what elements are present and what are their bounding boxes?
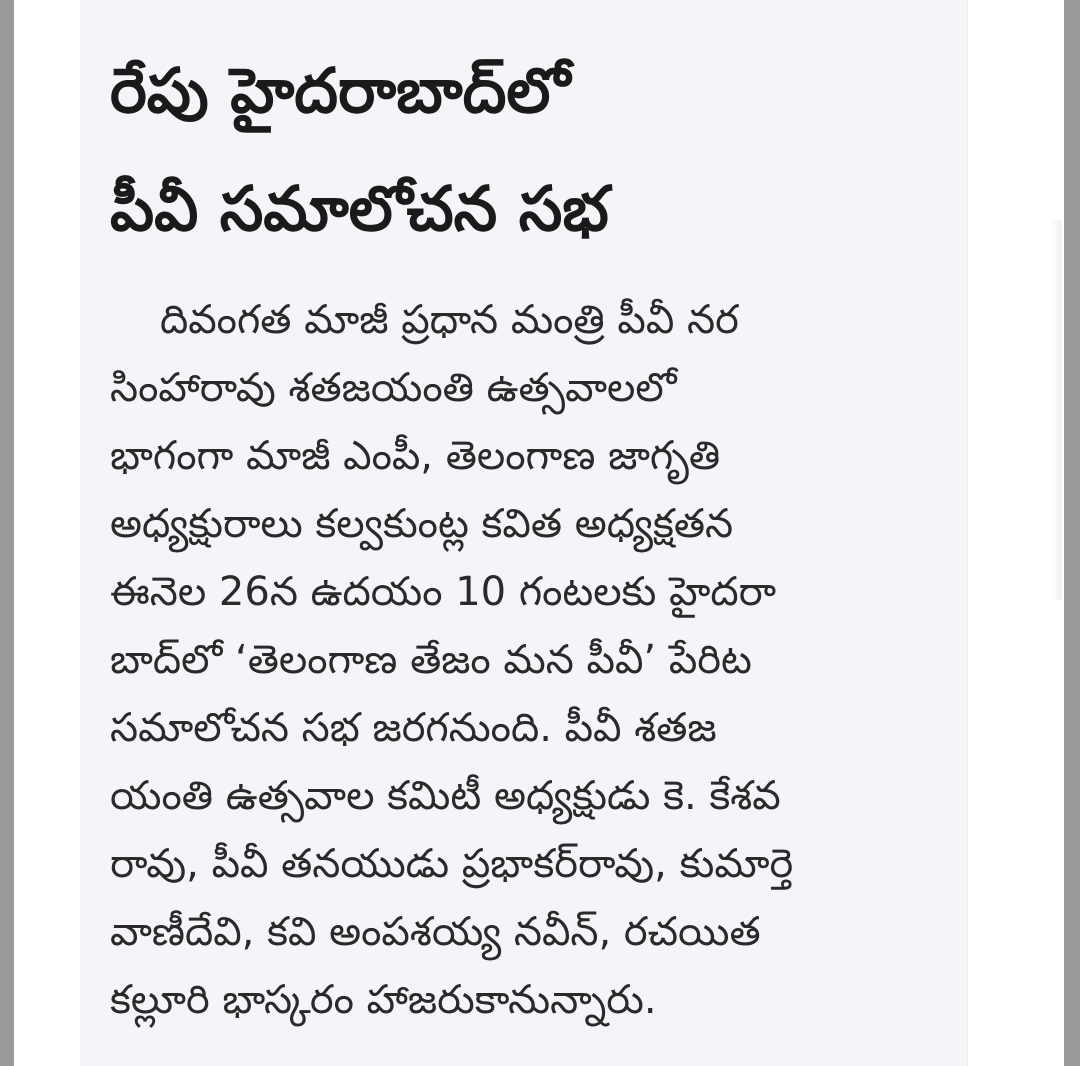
body-line: రావు, పీవీ తనయుడు ప్రభాకర్‌రావు, కుమార్తె <box>110 841 794 887</box>
headline-line-1: రేపు హైదరాబాద్‌లో <box>110 54 571 127</box>
page-edge-shadow <box>1050 220 1062 600</box>
headline-line-2: పీవీ సమాలోచన సభ <box>110 172 609 245</box>
body-line: కల్లూరి భాస్కరం హాజరుకానున్నారు. <box>110 977 657 1023</box>
body-line: యంతి ఉత్సవాల కమిటీ అధ్యక్షుడు కె. కేశవ <box>110 773 781 819</box>
right-border <box>1064 0 1080 1066</box>
body-line: ఈనెల 26న ఉదయం 10 గంటలకు హైదరా <box>110 569 777 615</box>
left-border <box>0 0 14 1066</box>
body-line: దివంగత మాజీ ప్రధాన మంత్రి పీవీ నర <box>160 297 739 343</box>
body-line: సమాలోచన సభ జరగనుంది. పీవీ శతజ <box>110 705 717 751</box>
body-line: సింహారావు శతజయంతి ఉత్సవాలలో <box>110 365 677 411</box>
body-line: బాద్‌లో ‘తెలంగాణ తేజం మన పీవీ’ పేరిట <box>110 637 752 683</box>
body-line: అధ్యక్షురాలు కల్వకుంట్ల కవిత అధ్యక్షతన <box>110 501 734 547</box>
body-line: భాగంగా మాజీ ఎంపీ, తెలంగాణ జాగృతి <box>110 433 721 479</box>
body-line: వాణీదేవి, కవి అంపశయ్య నవీన్, రచయిత <box>110 909 761 955</box>
